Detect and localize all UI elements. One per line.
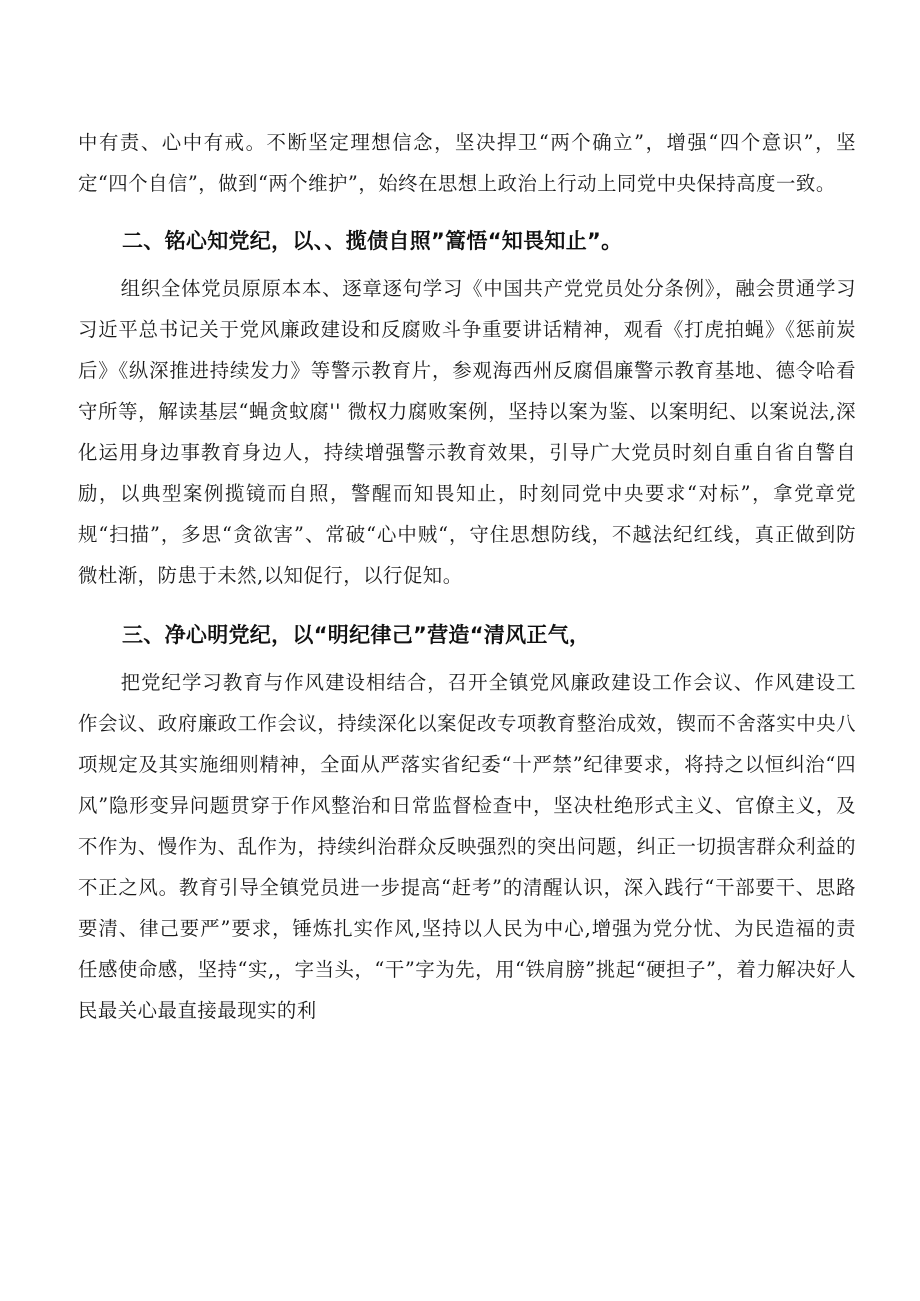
paragraph-section-2: 组织全体党员原原本本、逐章逐句学习《中国共产党党员处分条例》，融会贯通学习习近平总书记关于党风廉政建设和反腐败斗争重要讲话精神，观看《打虎拍蝇》《惩前炭后》《纵深推进持续发力》等警示教育片，参观海西州反腐倡廉警示教育基地、德令哈看守所等，解读基层“蝇贪蚊腐'' 微权力腐败案例，坚持以案为鉴、以案明纪、以案说法,深化运用身边事教育身边人，持续增强警示教育效果，引导广大党员时刻自重自省自警自励，以典型案例揽镜而自照，警醒而知畏知止，时刻同党中央要求“对标”，拿党章党规“扫描”，多思“贪欲害”、常破“心中贼“，守住思想防线，不越法纪红线，真正做到防微杜渐，防患于未然,以知促行，以行促知。 [78, 277, 856, 587]
paragraph-intro-continuation: 中有责、心中有戒。不断坚定理想信念，坚决捍卫“两个确立”，增强“四个意识”，坚定“四个自信”，做到“两个维护”，始终在思想上政治上行动上同党中央保持高度一致。 [78, 131, 856, 195]
section-heading-2: 二、铭心知党纪，以、、揽债自照”篙悟“知畏知止”。 [122, 229, 623, 253]
paragraph-section-3: 把党纪学习教育与作风建设相结合，召开全镇党风廉政建设工作会议、作风建设工作会议、政府廉政工作会议，持续深化以案促改专项教育整治成效，锲而不舍落实中央八项规定及其实施细则精神，全面从严落实省纪委“十严禁”纪律要求，将持之以恒纠治“四风”隐形变异问题贯穿于作风整治和日常监督检查中，坚决杜绝形式主义、官僚主义，及不作为、慢作为、乱作为，持续纠治群众反映强烈的突出问题，纠正一切损害群众利益的不正之风。教育引导全镇党员进一步提高“赶考”的清醒认识，深入践行“干部要干、思路要清、律己要严”要求，锤炼扎实作风,坚持以人民为中心,增强为党分忧、为民造福的责任感使命感，坚持“实,，字当头，“干”字为先，用“铁肩膀”挑起“硬担子”，着力解决好人民最关心最直接最现实的利 [78, 671, 856, 1022]
section-heading-3: 三、净心明党纪，以“明纪律己”营造“清风正气， [122, 623, 591, 647]
document-body [78, 122, 856, 1031]
